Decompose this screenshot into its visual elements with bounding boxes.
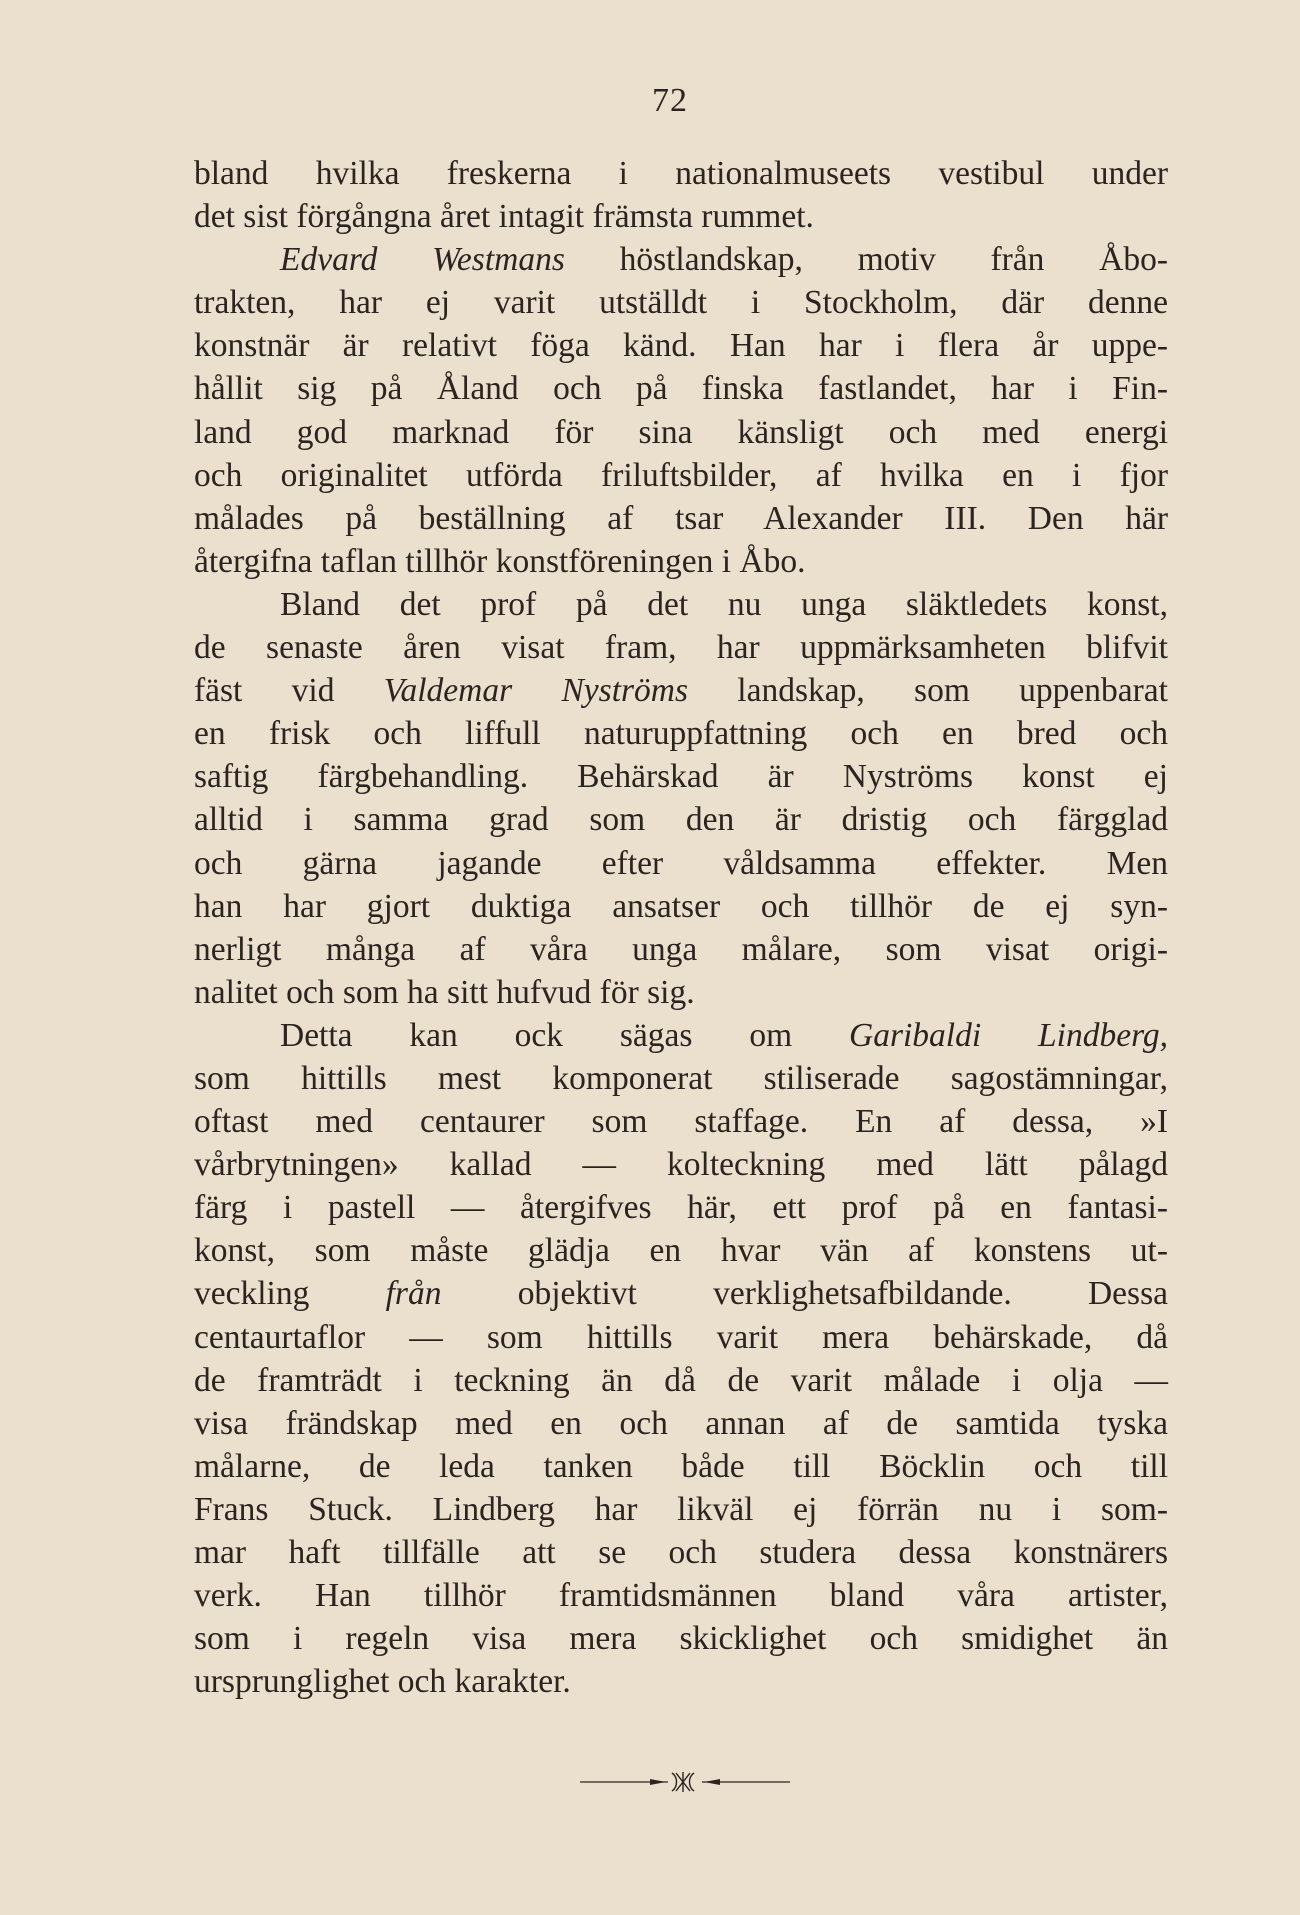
text-run: målarne, de leda tanken både till Böcklin och till — [194, 1447, 1168, 1485]
text-run: Detta kan ock sägas om — [280, 1016, 849, 1054]
text-run: han har gjort duktiga ansatser och tillhör de ej syn- — [194, 887, 1168, 925]
text-run: Bland det prof på det nu unga släktledets konst, — [280, 585, 1168, 623]
text-line — [194, 583, 1168, 626]
text-line — [194, 1359, 1168, 1402]
text-run: återgifna taflan tillhör konstföreningen i Åbo. — [194, 542, 806, 580]
text-line — [194, 626, 1168, 669]
text-run: mar haft tillfälle att se och studera dessa konstnärers — [194, 1534, 1168, 1571]
text-run: saftig färgbehandling. Behärskad är Nyströms konst ej — [194, 758, 1168, 796]
text-line — [194, 1186, 1168, 1229]
text-run: vårbrytningen» kallad — kolteckning med lätt pålagd — [194, 1146, 1168, 1184]
text-line — [194, 1531, 1168, 1574]
italic-name: Edvard Westmans — [280, 241, 565, 279]
text-line — [194, 1617, 1168, 1660]
text-run: nalitet och som ha sitt hufvud för sig. — [194, 973, 695, 1011]
text-line — [194, 238, 1168, 281]
text-run: fäst vid — [194, 672, 384, 710]
text-line — [194, 1057, 1168, 1100]
text-run: bland hvilka freskerna i nationalmuseets vestibul under — [194, 155, 1168, 192]
text-run: det sist förgångna året intagit främsta rummet. — [194, 198, 814, 236]
text-line — [194, 367, 1168, 410]
text-run: de framträdt i teckning än då de varit målade i olja — — [194, 1361, 1168, 1399]
text-line — [194, 1660, 1168, 1703]
text-line — [194, 1143, 1168, 1186]
text-line — [194, 1100, 1168, 1143]
text-run: och gärna jagande efter våldsamma effekter. Men — [194, 844, 1168, 882]
page-number: 72 — [652, 82, 688, 119]
text-run: färg i pastell — återgifves här, ett prof på en fantasi- — [194, 1189, 1168, 1227]
text-line — [194, 497, 1168, 540]
text-run: oftast med centaurer som staffage. En af dessa, »I — [194, 1103, 1168, 1141]
text-line — [194, 1402, 1168, 1445]
text-line — [194, 1316, 1168, 1359]
italic-name: från — [385, 1275, 442, 1313]
italic-name: Garibaldi Lindberg, — [849, 1016, 1168, 1054]
text-line — [194, 798, 1168, 841]
text-run: hållit sig på Åland och på finska fastlandet, har i Fin- — [194, 370, 1168, 408]
text-line — [194, 755, 1168, 798]
text-line — [194, 195, 1168, 238]
text-run: objektivt verklighetsafbildande. Dessa — [441, 1275, 1168, 1313]
text-line — [194, 1574, 1168, 1617]
text-run: verk. Han tillhör framtidsmännen bland våra artister, — [194, 1577, 1168, 1615]
text-run: nerligt många af våra unga målare, som visat origi- — [194, 930, 1168, 968]
body-text — [194, 152, 1168, 1703]
text-run: centaurtaflor — som hittills varit mera behärskade, då — [194, 1318, 1168, 1356]
text-line — [194, 540, 1168, 583]
text-line — [194, 1229, 1168, 1272]
text-line — [194, 411, 1168, 454]
text-run: och originalitet utförda friluftsbilder, af hvilka en i fjor — [194, 456, 1168, 494]
text-line — [194, 152, 1168, 195]
text-run: konstnär är relativt föga känd. Han har i flera år uppe- — [194, 327, 1168, 365]
text-line — [194, 842, 1168, 885]
text-line — [194, 1014, 1168, 1057]
text-run: land god marknad för sina känsligt och med energi — [194, 413, 1168, 451]
text-run: visa frändskap med en och annan af de samtida tyska — [194, 1404, 1168, 1442]
text-line — [194, 454, 1168, 497]
text-run: ursprunglighet och karakter. — [194, 1663, 571, 1701]
text-run: veckling — [194, 1275, 386, 1313]
text-run: Frans Stuck. Lindberg har likväl ej förrän nu i som- — [194, 1490, 1168, 1528]
text-run: de senaste åren visat fram, har uppmärksamheten blifvit — [194, 629, 1168, 667]
text-run: som hittills mest komponerat stiliserade sagostämningar, — [194, 1059, 1168, 1097]
text-run: alltid i samma grad som den är dristig och färgglad — [194, 801, 1168, 839]
text-line — [194, 669, 1168, 712]
text-line — [194, 885, 1168, 928]
italic-name: Valdemar Nyströms — [383, 672, 689, 710]
text-line — [194, 324, 1168, 367]
decorative-dash-ornament-icon — [580, 1769, 790, 1795]
text-run: höstlandskap, motiv från Åbo- — [564, 241, 1168, 279]
text-line — [194, 281, 1168, 324]
text-run: trakten, har ej varit utställdt i Stockholm, där denne — [194, 284, 1168, 322]
text-line — [194, 928, 1168, 971]
text-run: målades på beställning af tsar Alexander III. Den här — [194, 499, 1168, 537]
text-line — [194, 1272, 1168, 1315]
text-line — [194, 1488, 1168, 1531]
text-line — [194, 1445, 1168, 1488]
text-run: landskap, som uppenbarat — [688, 672, 1168, 710]
text-run: som i regeln visa mera skicklighet och smidighet än — [194, 1620, 1168, 1658]
text-run: konst, som måste glädja en hvar vän af konstens ut- — [194, 1232, 1168, 1270]
text-line — [194, 971, 1168, 1014]
text-line — [194, 712, 1168, 755]
text-run: en frisk och liffull naturuppfattning och en bred och — [194, 715, 1168, 753]
